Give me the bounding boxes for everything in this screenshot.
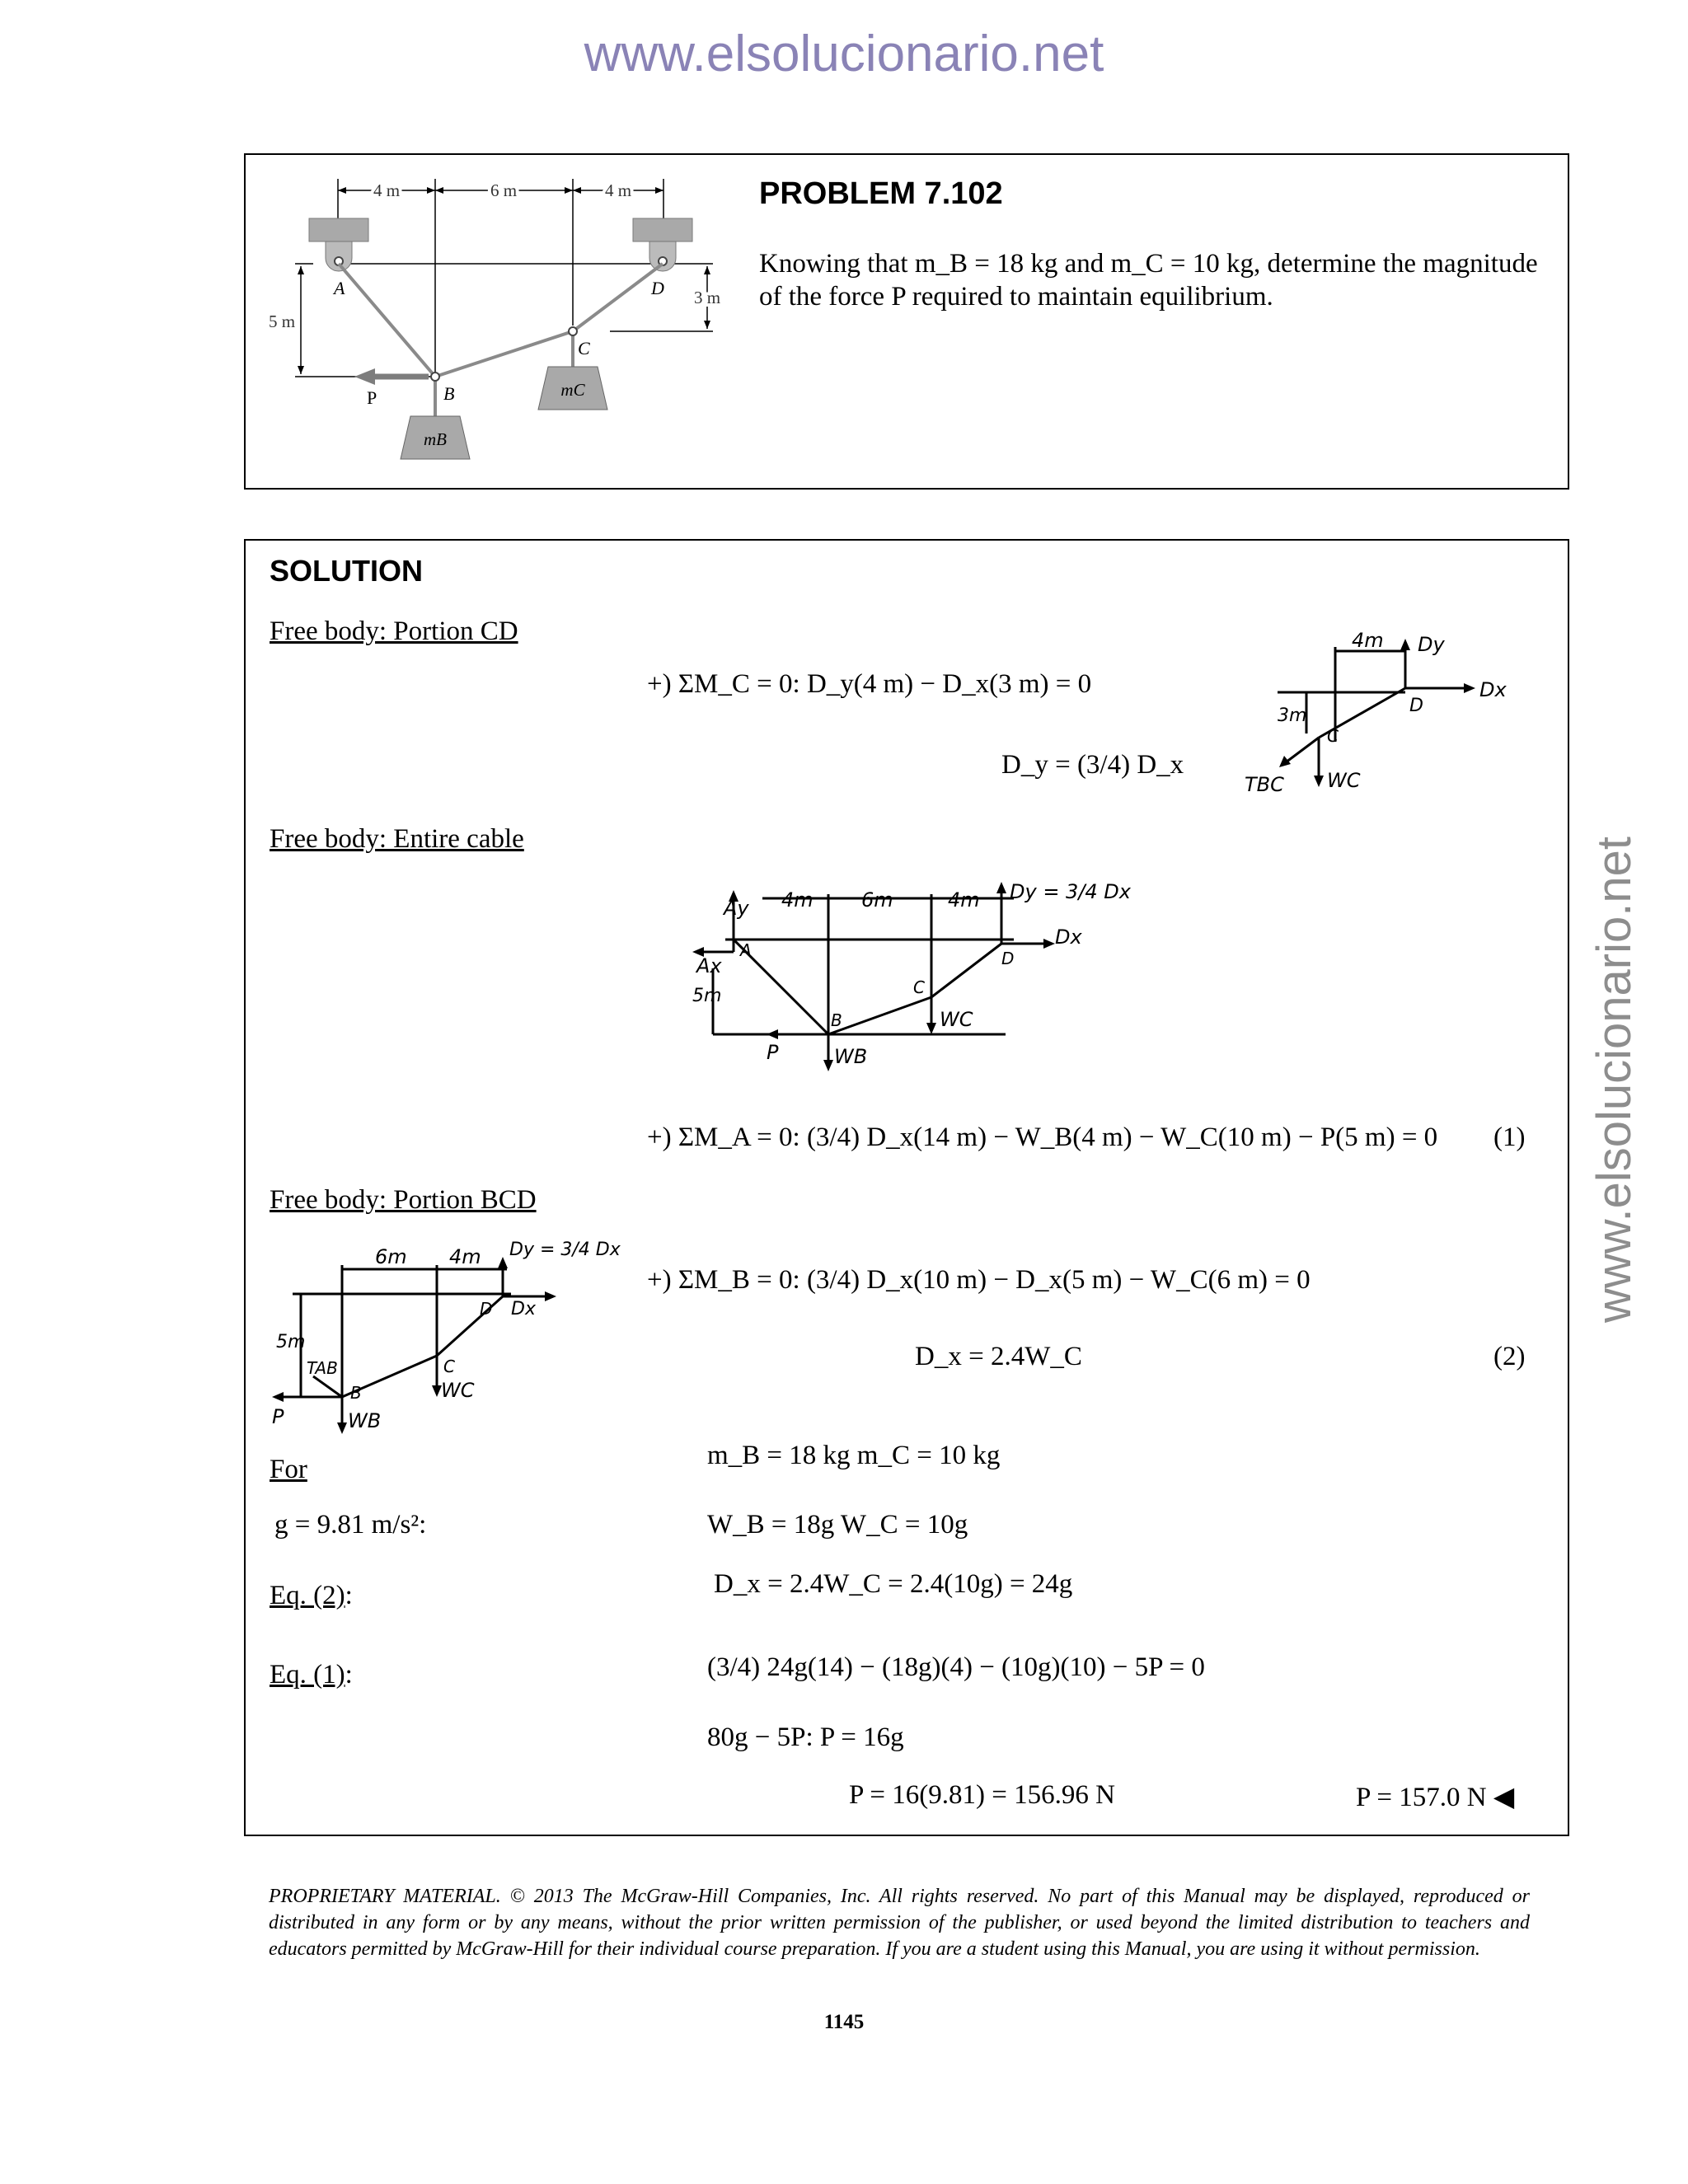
dim-5m: 5 m [268, 312, 296, 331]
eq-masses: m_B = 18 kg m_C = 10 kg [707, 1441, 1001, 1470]
sk-cd-d: D [1409, 696, 1423, 716]
sk-cd-dy: Dy [1418, 633, 1445, 656]
label-eq1-text: Eq. (1) [270, 1660, 345, 1690]
label-for: For [270, 1455, 307, 1484]
eq-number-2: (2) [1493, 1342, 1526, 1371]
dim-3m: 3 m [693, 288, 721, 307]
problem-title: PROBLEM 7.102 [759, 176, 1003, 211]
eq-moment-b: +) ΣM_B = 0: (3/4) D_x(10 m) − D_x(5 m) − W_C(6 m) = 0 [647, 1265, 1311, 1295]
sk-cable-p: P [767, 1041, 779, 1064]
fb-bcd-label: Free body: Portion BCD [270, 1185, 537, 1215]
sk-bcd-tab: TAB [307, 1358, 338, 1378]
sk-cable-4m2: 4m [948, 888, 980, 912]
label-b: B [443, 383, 455, 404]
sk-bcd-c: C [443, 1357, 455, 1376]
eq-p16g: 80g − 5P: P = 16g [707, 1722, 904, 1752]
label-g: g = 9.81 m/s²: [274, 1510, 427, 1540]
mass-c-label: mC [560, 380, 585, 400]
sk-bcd-wb: WB [348, 1409, 382, 1432]
sk-cable-ay: Ay [724, 897, 749, 920]
support-a [309, 218, 368, 241]
sketch-cable [684, 874, 1131, 1080]
label-eq1-colon: : [345, 1660, 353, 1690]
sk-cable-c: C [913, 977, 925, 997]
problem-statement-line-1: Knowing that m_B = 18 kg and m_C = 10 kg, determine the magnitude [759, 249, 1538, 279]
page-number: 1145 [823, 2011, 865, 2033]
sk-cable-dy: Dy = 3/4 Dx [1010, 880, 1131, 903]
sk-bcd-dx: Dx [511, 1299, 536, 1319]
dim-4m-left: 4 m [373, 180, 401, 200]
sk-cd-3m: 3m [1278, 705, 1307, 726]
mass-b-label: mB [424, 429, 447, 449]
fb-cd-label: Free body: Portion CD [270, 616, 518, 646]
label-eq1 [270, 1660, 353, 1690]
eq-substitution: (3/4) 24g(14) − (18g)(4) − (10g)(10) − 5P = 0 [707, 1652, 1205, 1682]
eq-dx: D_x = 2.4W_C [915, 1342, 1082, 1371]
label-c: C [578, 338, 590, 359]
sketch-cd [1228, 630, 1508, 812]
eq-dx-value: D_x = 2.4W_C = 2.4(10g) = 24g [714, 1569, 1073, 1599]
sk-bcd-d: D [480, 1299, 493, 1319]
sk-cable-wb: WB [834, 1045, 868, 1068]
answer: P = 157.0 N ◀ [1356, 1783, 1515, 1812]
sk-cable-d: D [1001, 949, 1015, 968]
sk-cable-4m: 4m [781, 888, 814, 912]
sk-cd-4m: 4m [1352, 629, 1384, 652]
dim-4m-right: 4 m [604, 180, 632, 200]
sk-cd-wc: WC [1327, 769, 1361, 792]
sk-bcd-b: B [350, 1383, 362, 1403]
sk-bcd-dy: Dy = 3/4 Dx [509, 1240, 621, 1260]
label-eq2-colon: : [345, 1581, 353, 1610]
fb-cable-label: Free body: Entire cable [270, 824, 524, 854]
sk-cable-wc: WC [940, 1008, 973, 1031]
problem-statement [759, 247, 1550, 313]
sk-bcd-p: P [272, 1405, 284, 1428]
sk-cd-dx: Dx [1479, 678, 1507, 701]
solution-title: SOLUTION [270, 554, 423, 588]
eq-weights: W_B = 18g W_C = 10g [707, 1510, 968, 1540]
label-eq2-text: Eq. (2) [270, 1581, 345, 1610]
problem-figure [264, 169, 742, 474]
sk-cable-b: B [831, 1010, 842, 1030]
sk-cd-tbc: TBC [1245, 773, 1284, 796]
sk-cable-6m: 6m [861, 888, 893, 912]
sk-cable-ax: Ax [696, 954, 722, 977]
sk-bcd-wc: WC [441, 1379, 475, 1402]
sketch-bcd [264, 1232, 621, 1438]
label-a: A [334, 278, 345, 298]
sk-bcd-6m: 6m [375, 1245, 407, 1268]
sk-bcd-5m: 5m [276, 1332, 306, 1352]
label-eq2 [270, 1581, 353, 1611]
eq-dy: D_y = (3/4) D_x [1001, 750, 1184, 780]
sk-cd-c: C [1327, 726, 1339, 746]
eq-number-1: (1) [1493, 1122, 1526, 1152]
watermark-top[interactable]: www.elsolucionario.net [584, 26, 1104, 82]
footer-notice: PROPRIETARY MATERIAL. © 2013 The McGraw-Hill Companies, Inc. All rights reserved. No part of this Manual may be displayed, reproduced or distributed in any form or by any means, without the prior written permission of the publisher, or used beyond the limited distribution to teachers and educators permitted by McGraw-Hill for their individual course preparation. If you are a student using this Manual, you are using it without permission. [269, 1886, 1530, 1960]
problem-statement-line-2: of the force P required to maintain equilibrium. [759, 282, 1273, 312]
label-d: D [651, 278, 664, 298]
sk-bcd-4m: 4m [449, 1245, 481, 1268]
sk-cable-5m: 5m [692, 986, 722, 1006]
sk-cable-a: A [740, 940, 752, 960]
eq-p-value: P = 16(9.81) = 156.96 N [849, 1780, 1115, 1810]
eq-moment-c: +) ΣM_C = 0: D_y(4 m) − D_x(3 m) = 0 [647, 669, 1092, 699]
eq-moment-a: +) ΣM_A = 0: (3/4) D_x(14 m) − W_B(4 m) − W_C(10 m) − P(5 m) = 0 [647, 1122, 1438, 1152]
watermark-side[interactable]: www.elsolucionario.net [1587, 837, 1641, 1323]
label-p: P [367, 387, 377, 408]
sk-cable-dx: Dx [1055, 926, 1082, 949]
support-d [633, 218, 692, 241]
dim-6m: 6 m [490, 180, 518, 200]
